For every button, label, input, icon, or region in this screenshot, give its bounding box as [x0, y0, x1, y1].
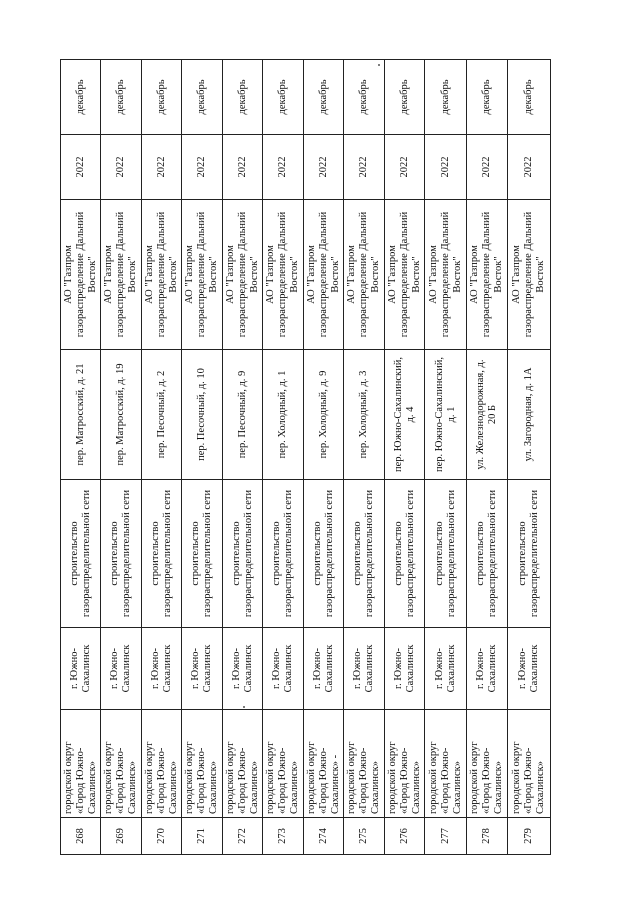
cell-org: АО "Газпром газораспределение Дальний Восток": [385, 200, 425, 350]
cell-org: АО "Газпром газораспределение Дальний Восток": [304, 200, 344, 350]
cell-month: декабрь: [508, 60, 551, 135]
cell-work: строительство газораспределительной сети: [182, 480, 223, 628]
cell-month: декабрь: [223, 60, 263, 135]
cell-org: АО "Газпром газораспределение Дальний Восток": [508, 200, 551, 350]
cell-city: г. Южно-Сахалинск: [385, 628, 425, 710]
cell-city: г. Южно-Сахалинск: [508, 628, 551, 710]
cell-work: строительство газораспределительной сети: [101, 480, 142, 628]
cell-year: 2022: [142, 135, 182, 200]
table-row: [223, 60, 263, 855]
cell-district: городской округ «Город Южно-Сахалинск»: [61, 710, 101, 818]
table-row: [344, 60, 385, 855]
table-row: [385, 60, 425, 855]
scan-speck: [378, 64, 380, 66]
document-page: [60, 60, 550, 855]
cell-num: 274: [304, 818, 344, 855]
cell-num: 270: [142, 818, 182, 855]
cell-num: 275: [344, 818, 385, 855]
cell-district: городской округ «Город Южно-Сахалинск»: [263, 710, 304, 818]
cell-num: 279: [508, 818, 551, 855]
cell-month: декабрь: [467, 60, 508, 135]
cell-city: г. Южно-Сахалинск: [142, 628, 182, 710]
cell-month: декабрь: [101, 60, 142, 135]
cell-city: г. Южно-Сахалинск: [182, 628, 223, 710]
cell-work: строительство газораспределительной сети: [467, 480, 508, 628]
cell-year: 2022: [263, 135, 304, 200]
cell-city: г. Южно-Сахалинск: [223, 628, 263, 710]
cell-city: г. Южно-Сахалинск: [467, 628, 508, 710]
cell-work: строительство газораспределительной сети: [385, 480, 425, 628]
cell-city: г. Южно-Сахалинск: [344, 628, 385, 710]
cell-work: строительство газораспределительной сети: [263, 480, 304, 628]
table-body: [61, 60, 551, 855]
cell-district: городской округ «Город Южно-Сахалинск»: [344, 710, 385, 818]
cell-city: г. Южно-Сахалинск: [425, 628, 467, 710]
cell-year: 2022: [385, 135, 425, 200]
cell-district: городской округ «Город Южно-Сахалинск»: [467, 710, 508, 818]
table-row: [142, 60, 182, 855]
cell-month: декабрь: [425, 60, 467, 135]
cell-month: декабрь: [263, 60, 304, 135]
cell-address: ул. Загородная, д. 1А: [508, 350, 551, 480]
cell-org: АО "Газпром газораспределение Дальний Восток": [61, 200, 101, 350]
gasification-table: [60, 59, 551, 855]
table-row: [508, 60, 551, 855]
cell-org: АО "Газпром газораспределение Дальний Восток": [182, 200, 223, 350]
cell-org: АО "Газпром газораспределение Дальний Восток": [425, 200, 467, 350]
cell-year: 2022: [508, 135, 551, 200]
cell-org: АО "Газпром газораспределение Дальний Восток": [467, 200, 508, 350]
table-row: [425, 60, 467, 855]
cell-district: городской округ «Город Южно-Сахалинск»: [182, 710, 223, 818]
cell-org: АО "Газпром газораспределение Дальний Восток": [142, 200, 182, 350]
table-row: [61, 60, 101, 855]
cell-num: 276: [385, 818, 425, 855]
cell-address: пер. Матросский, д. 19: [101, 350, 142, 480]
cell-num: 272: [223, 818, 263, 855]
cell-num: 273: [263, 818, 304, 855]
cell-district: городской округ «Город Южно-Сахалинск»: [142, 710, 182, 818]
cell-address: пер. Южно-Сахалинский, д. 1: [425, 350, 467, 480]
cell-work: строительство газораспределительной сети: [223, 480, 263, 628]
cell-month: декабрь: [182, 60, 223, 135]
cell-address: пер. Холодный, д. 9: [304, 350, 344, 480]
cell-city: г. Южно-Сахалинск: [61, 628, 101, 710]
cell-work: строительство газораспределительной сети: [344, 480, 385, 628]
cell-year: 2022: [304, 135, 344, 200]
table-row: [182, 60, 223, 855]
cell-district: городской округ «Город Южно-Сахалинск»: [101, 710, 142, 818]
cell-address: пер. Матросский, д. 21: [61, 350, 101, 480]
cell-num: 269: [101, 818, 142, 855]
cell-year: 2022: [467, 135, 508, 200]
cell-month: декабрь: [142, 60, 182, 135]
rotated-table-wrapper: [60, 60, 550, 855]
cell-num: 277: [425, 818, 467, 855]
cell-address: пер. Песочный, д. 10: [182, 350, 223, 480]
cell-month: декабрь: [385, 60, 425, 135]
cell-work: строительство газораспределительной сети: [304, 480, 344, 628]
table-row: [467, 60, 508, 855]
cell-year: 2022: [182, 135, 223, 200]
table-row: [263, 60, 304, 855]
cell-city: г. Южно-Сахалинск: [263, 628, 304, 710]
cell-year: 2022: [101, 135, 142, 200]
cell-address: пер. Песочный, д. 2: [142, 350, 182, 480]
cell-address: пер. Холодный, д. 1: [263, 350, 304, 480]
table-row: [304, 60, 344, 855]
cell-district: городской округ «Город Южно-Сахалинск»: [508, 710, 551, 818]
cell-num: 268: [61, 818, 101, 855]
scan-speck: [243, 706, 245, 708]
cell-org: АО "Газпром газораспределение Дальний Восток": [344, 200, 385, 350]
cell-year: 2022: [61, 135, 101, 200]
cell-district: городской округ «Город Южно-Сахалинск»: [425, 710, 467, 818]
cell-district: городской округ «Город Южно-Сахалинск»: [385, 710, 425, 818]
cell-org: АО "Газпром газораспределение Дальний Восток": [263, 200, 304, 350]
cell-org: АО "Газпром газораспределение Дальний Восток": [101, 200, 142, 350]
cell-address: пер. Холодный, д. 3: [344, 350, 385, 480]
cell-year: 2022: [223, 135, 263, 200]
cell-district: городской округ «Город Южно-Сахалинск» -: [304, 710, 344, 818]
cell-month: декабрь: [304, 60, 344, 135]
cell-city: г. Южно-Сахалинск: [304, 628, 344, 710]
cell-month: декабрь: [344, 60, 385, 135]
cell-year: 2022: [344, 135, 385, 200]
cell-num: 278: [467, 818, 508, 855]
cell-work: строительство газораспределительной сети: [508, 480, 551, 628]
cell-district: городской округ «Город Южно-Сахалинск»: [223, 710, 263, 818]
cell-year: 2022: [425, 135, 467, 200]
cell-month: декабрь: [61, 60, 101, 135]
cell-city: г. Южно-Сахалинск: [101, 628, 142, 710]
cell-num: 271: [182, 818, 223, 855]
cell-work: строительство газораспределительной сети: [425, 480, 467, 628]
cell-work: строительство газораспределительной сети: [61, 480, 101, 628]
cell-address: ул. Железнодорожная, д. 20 Б: [467, 350, 508, 480]
cell-address: пер. Песочный, д. 9: [223, 350, 263, 480]
table-row: [101, 60, 142, 855]
cell-org: АО "Газпром газораспределение Дальний Восток": [223, 200, 263, 350]
cell-address: пер. Южно-Сахалинский, д. 4: [385, 350, 425, 480]
cell-work: строительство газораспределительной сети: [142, 480, 182, 628]
